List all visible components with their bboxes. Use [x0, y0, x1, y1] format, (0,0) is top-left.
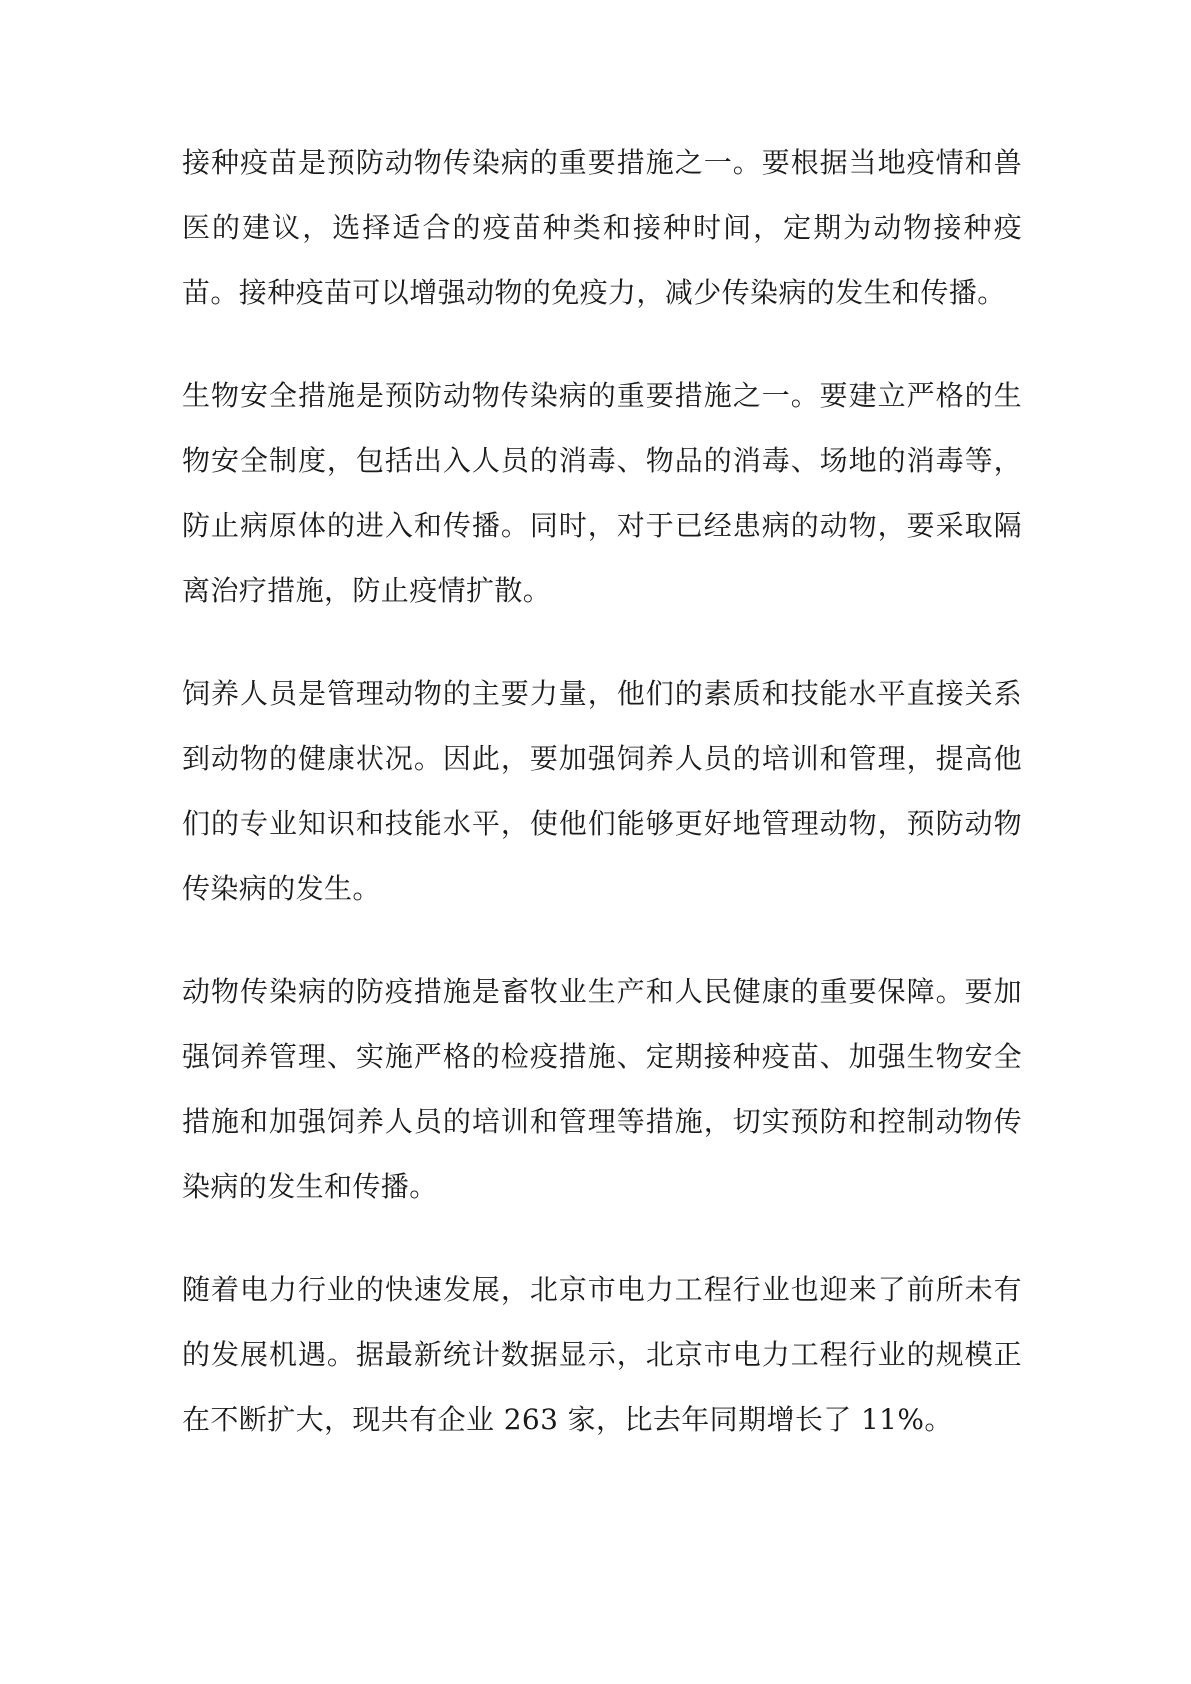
paragraph-staff-training: 饲养人员是管理动物的主要力量，他们的素质和技能水平直接关系到动物的健康状况。因此，要加强饲养人员的培训和管理，提高他们的专业知识和技能水平，使他们能够更好地管理动物，预防动物传染病的发生。	[182, 677, 1022, 905]
paragraph-vaccination: 接种疫苗是预防动物传染病的重要措施之一。要根据当地疫情和兽医的建议，选择适合的疫苗种类和接种时间，定期为动物接种疫苗。接种疫苗可以增强动物的免疫力，减少传染病的发生和传播。	[182, 146, 1022, 309]
paragraph-biosecurity: 生物安全措施是预防动物传染病的重要措施之一。要建立严格的生物安全制度，包括出入人员的消毒、物品的消毒、场地的消毒等，防止病原体的进入和传播。同时，对于已经患病的动物，要采取隔离治疗措施，防止疫情扩散。	[182, 379, 1022, 607]
document-body	[182, 130, 1022, 1490]
paragraph-summary: 动物传染病的防疫措施是畜牧业生产和人民健康的重要保障。要加强饲养管理、实施严格的检疫措施、定期接种疫苗、加强生物安全措施和加强饲养人员的培训和管理等措施，切实预防和控制动物传染病的发生和传播。	[182, 975, 1022, 1203]
paragraph-power-industry: 随着电力行业的快速发展，北京市电力工程行业也迎来了前所未有的发展机遇。据最新统计数据显示，北京市电力工程行业的规模正在不断扩大，现共有企业 263 家，比去年同期增长了 11%。	[182, 1273, 1022, 1436]
